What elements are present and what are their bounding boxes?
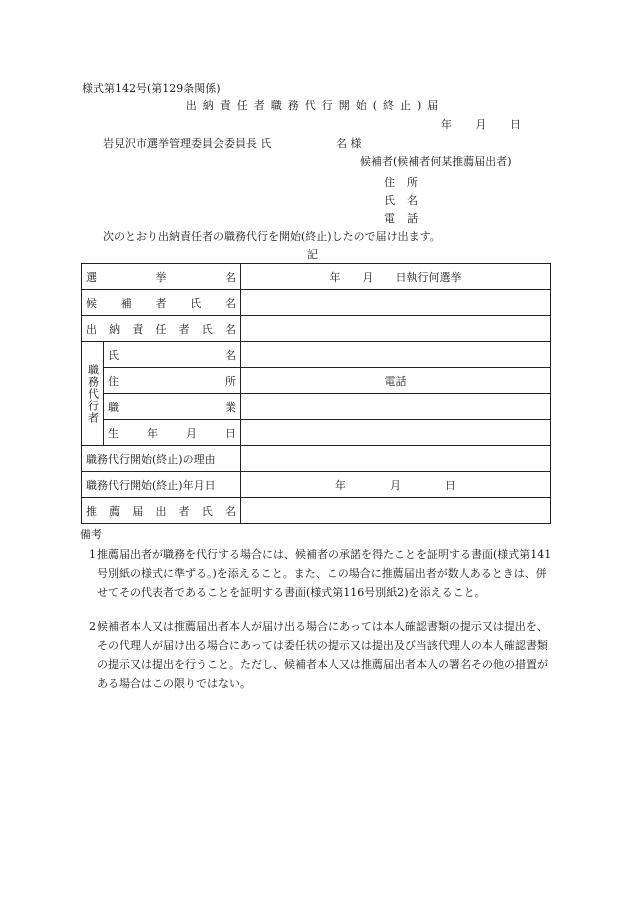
candidate-label xyxy=(82,290,241,316)
deputy-address-label xyxy=(104,368,241,394)
address-label: 住所 xyxy=(384,176,430,189)
deputy-birth-label xyxy=(104,420,241,446)
deputy-job-label xyxy=(104,394,241,420)
submission-date: 年 月 日 xyxy=(441,118,521,131)
table-row xyxy=(82,264,551,290)
date-value[interactable]: 年 月 日 xyxy=(241,472,551,498)
deputy-birth-value[interactable] xyxy=(241,420,551,446)
table-row xyxy=(82,446,551,472)
note-text: 推薦届出者が職務を代行する場合には、候補者の承諾を得たことを証明する書面(様式第141号別紙の様式に準ずる。)を添えること。また、この場合に推薦届出者が数人あるときは、併せてその代表者であることを証明する書面(様式第116号別紙2)を添えること。 xyxy=(97,548,552,599)
treasurer-label-text: 出 納 責 任 者 氏 名 xyxy=(86,322,236,336)
election-label-text: 選 挙 名 xyxy=(86,270,236,284)
note-item xyxy=(89,617,552,693)
form-table xyxy=(81,263,551,524)
table-row xyxy=(82,368,551,394)
deputy-name-label-text: 氏 名 xyxy=(108,348,236,362)
recommender-value[interactable] xyxy=(241,498,551,524)
treasurer-label xyxy=(82,316,241,342)
addressee-suffix: 名 様 xyxy=(336,137,362,150)
table-row xyxy=(82,342,551,368)
ki-heading: 記 xyxy=(307,248,318,261)
intro-text: 次のとおり出納責任者の職務代行を開始(終止)したので届け出ます。 xyxy=(103,230,441,243)
candidate-value[interactable] xyxy=(241,290,551,316)
reason-label: 職務代行開始(終止)の理由 xyxy=(82,446,241,472)
recommender-label-text: 推 薦 届 出 者 氏 名 xyxy=(86,504,236,518)
note-item xyxy=(89,545,552,602)
deputy-group-label: 職務代行者 xyxy=(82,342,104,446)
table-row xyxy=(82,420,551,446)
deputy-job-value[interactable] xyxy=(241,394,551,420)
deputy-address-value[interactable]: 電話 xyxy=(241,368,551,394)
deputy-job-label-text: 職 業 xyxy=(108,400,236,414)
candidate-line: 候補者(候補者何某推薦届出者) xyxy=(360,155,512,168)
election-value[interactable]: 年 月 日執行何選挙 xyxy=(241,264,551,290)
note-number: 1 xyxy=(89,548,96,561)
document-title: 出納責任者職務代行開始(終止)届 xyxy=(185,99,445,112)
table-row xyxy=(82,498,551,524)
name-label: 氏名 xyxy=(384,194,430,207)
date-label: 職務代行開始(終止)年月日 xyxy=(82,472,241,498)
addressee: 岩見沢市選挙管理委員会委員長 氏 xyxy=(103,137,272,150)
deputy-name-value[interactable] xyxy=(241,342,551,368)
biko-heading: 備考 xyxy=(80,528,102,541)
phone-label: 電話 xyxy=(384,212,430,225)
table-row xyxy=(82,472,551,498)
recommender-label xyxy=(82,498,241,524)
note-text: 候補者本人又は推薦届出者本人が届け出る場合にあっては本人確認書類の提示又は提出を、その代理人が届け出る場合にあっては委任状の提示又は提出及び当該代理人の本人確認書類の提示又は提出を行うこと。ただし、候補者本人又は推薦届出者本人の署名その他の措置がある場合はこの限りではない。 xyxy=(97,620,548,690)
table-row xyxy=(82,316,551,342)
table-row xyxy=(82,290,551,316)
reason-value[interactable] xyxy=(241,446,551,472)
deputy-name-label xyxy=(104,342,241,368)
treasurer-value[interactable] xyxy=(241,316,551,342)
form-number: 様式第142号(第129条関係) xyxy=(82,82,221,95)
election-label xyxy=(82,264,241,290)
candidate-label-text: 候 補 者 氏 名 xyxy=(86,296,236,310)
table-row xyxy=(82,394,551,420)
deputy-address-label-text: 住 所 xyxy=(108,374,236,388)
deputy-birth-label-text: 生 年 月 日 xyxy=(108,426,236,440)
note-number: 2 xyxy=(89,620,96,633)
